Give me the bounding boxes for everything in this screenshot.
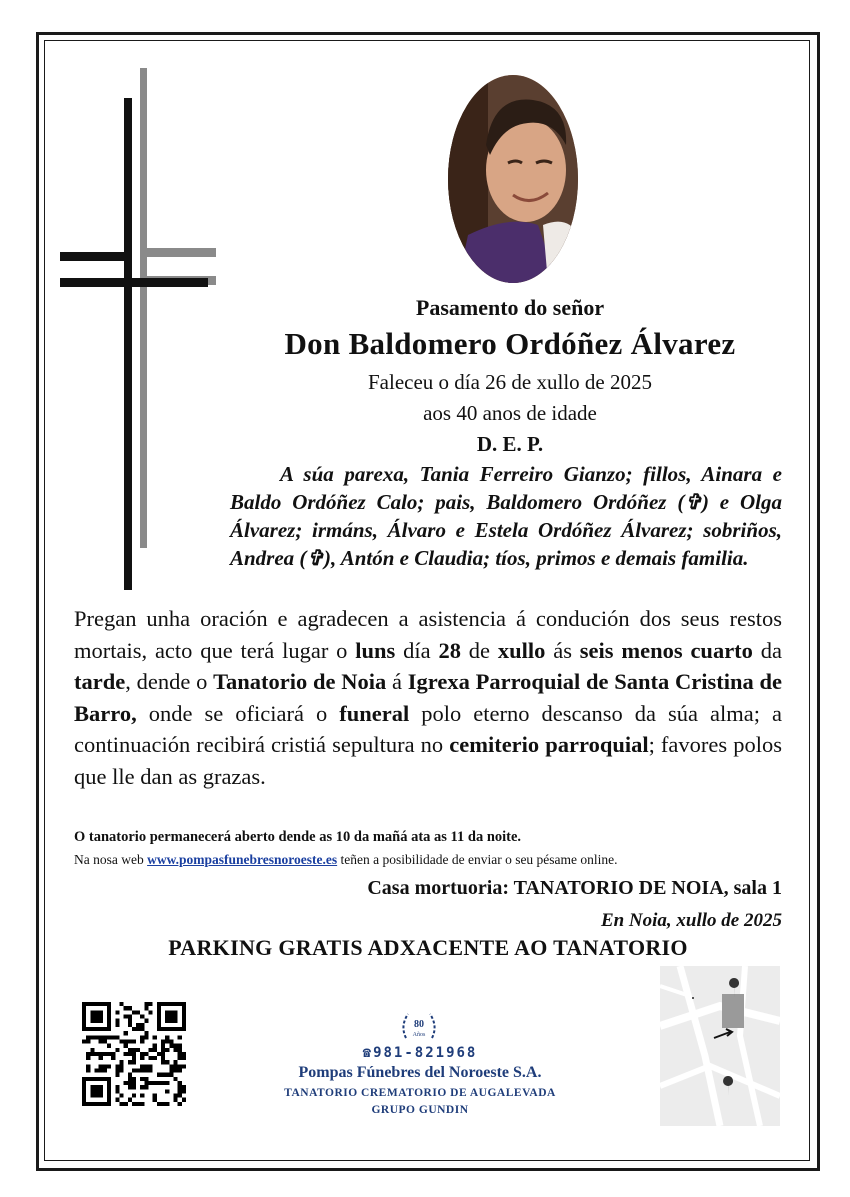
web-note: Na nosa web www.pompasfunebresnoroeste.es teñen a posibilidade de enviar o seu pésame online.	[74, 852, 618, 867]
deceased-photo	[448, 75, 578, 283]
cross-black-horizontal-2	[60, 252, 132, 261]
death-date: Faleceu o día 26 de xullo de 2025	[367, 370, 652, 394]
company-group: GRUPO GUNDIN	[371, 1104, 469, 1116]
anniversary-badge	[398, 1006, 440, 1048]
casa-mortuoria: Casa mortuoria: TANATORIO DE NOIA, sala 1	[367, 877, 782, 899]
place-date: En Noia, xullo de 2025	[600, 910, 782, 931]
location-map[interactable]	[660, 966, 780, 1126]
rip-text: D. E. P.	[476, 432, 544, 456]
svg-text:80: 80	[414, 1019, 424, 1030]
company-tanatorio: TANATORIO CREMATORIO DE AUGALEVADA	[284, 1087, 556, 1099]
cross-gray-horizontal	[140, 248, 216, 257]
tanatorio-hours: O tanatorio permanecerá aberto dende as 10 da mañá ata as 11 da noite.	[74, 829, 522, 845]
cross-gray-vertical	[140, 68, 147, 548]
deceased-name: Don Baldomero Ordóñez Álvarez	[284, 326, 736, 361]
cross-black-vertical	[124, 98, 132, 590]
parking-notice: PARKING GRATIS ADXACENTE AO TANATORIO	[168, 935, 688, 960]
website-link[interactable]: www.pompasfunebresnoroeste.es	[147, 852, 338, 867]
qr-code[interactable]	[82, 1002, 186, 1106]
cross-black-horizontal	[60, 278, 208, 287]
company-name: Pompas Fúnebres del Noroeste S.A.	[298, 1064, 542, 1081]
ceremony-paragraph: Pregan unha oración e agradecen a asistencia á condución dos seus restos mortais, acto que terá lugar o luns día 28 de xullo ás seis menos cuarto da tarde, dende o Tanatorio de Noia á Igrexa Parroquial de Santa Cristina de Barro, onde se oficiará o funeral polo eterno descanso da súa alma; a continuación recibirá cristiá sepultura no cemiterio parroquial; favores polos que lle dan as grazas.	[74, 606, 783, 789]
phone-number[interactable]: ☎981-821968	[362, 1045, 478, 1061]
announcement-heading: Pasamento do señor	[415, 295, 605, 320]
phone-icon: ☎	[362, 1045, 374, 1061]
family-list: A súa parexa, Tania Ferreiro Gianzo; fillos, Ainara e Baldo Ordóñez Calo; pais, Baldomero Ordóñez (✞) e Olga Álvarez; irmáns, Álvaro e Estela Ordóñez Álvarez; sobriños, Andrea (✞), Antón e Claudia; tíos, primos e demais familia.	[230, 462, 782, 570]
age: aos 40 anos de idade	[423, 401, 597, 425]
svg-text:Años: Años	[412, 1032, 426, 1038]
